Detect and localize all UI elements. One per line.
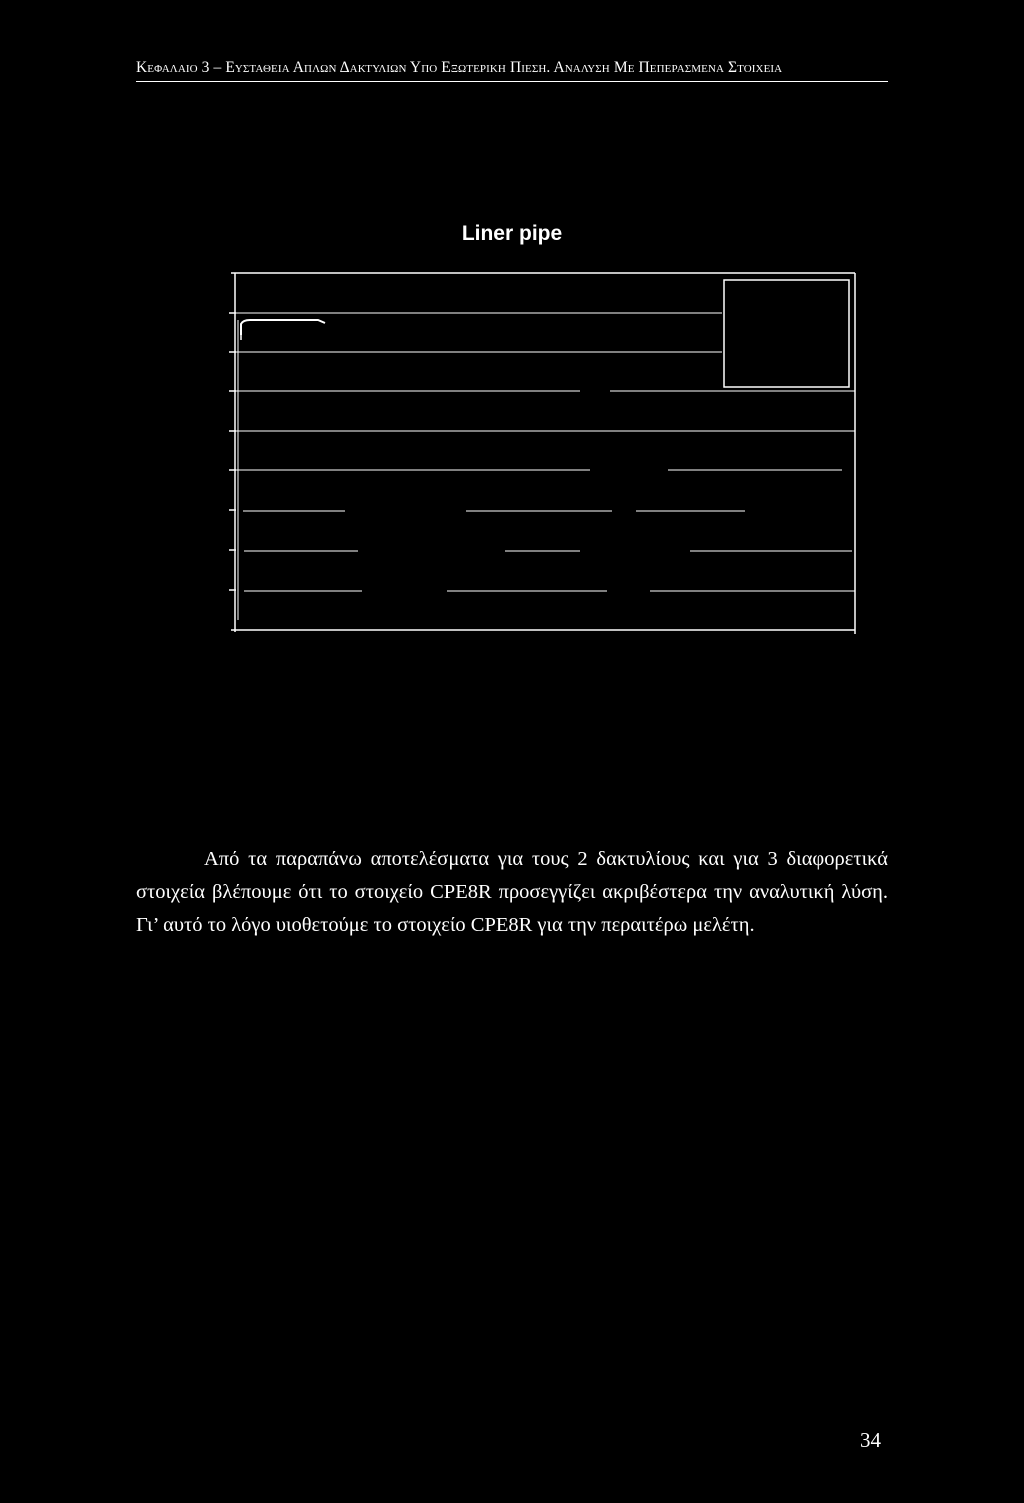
page-number: 34 bbox=[860, 1428, 881, 1452]
liner-pipe-chart bbox=[0, 0, 1024, 700]
data-series-line bbox=[241, 320, 325, 335]
running-header-title: Κεφαλαιο 3 – Ευσταθεια Απλων Δακτυλιων Υπο Εξωτερικη Πιεση. Αναλυση Με Πεπερασμενα Στοιχεια bbox=[136, 59, 783, 76]
legend-box bbox=[724, 280, 849, 387]
body-paragraph bbox=[136, 843, 888, 942]
chart-title: Liner pipe bbox=[461, 222, 563, 245]
body-paragraph-text: Από τα παραπάνω αποτελέσματα για τους 2 δακτυλίους και για 3 διαφορετικά στοιχεία βλέπουμε ότι το στοιχείο CPE8R προσεγγίζει ακριβέστερα την αναλυτική λύση. Γι’ αυτό το λόγο υιοθετούμε το στοιχείο CPE8R για την περαιτέρω μελέτη. bbox=[136, 848, 888, 936]
